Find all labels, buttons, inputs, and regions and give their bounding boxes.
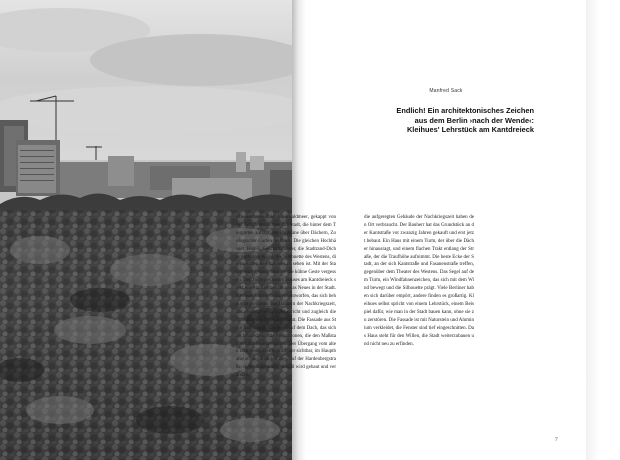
title-line: Kleihues' Lehrstück am Kantdreieck <box>406 125 534 135</box>
article-author: Manfred Sack <box>429 88 463 94</box>
body-column-left: Ein seltsames Bild: Laubwaldmeer, gekappt von der Architekturkulisse der Stadt, die hinter dem Tiergarten aufragt, die Baukräne über Dächern, Zoologischer Garten im Blick. Die gleichen Hochhäuser, Hotels, Geschäftshäuser, die Stadtrand-Dichte nach dem Krieg, die Silhouette des Westens, die zwischen den Bäumen zu sehen ist. Mit der Stadtgrenze gebaut, lässt sie die kühne Geste vergessen. Der Turm des neuen Hauses am Kantdreieck steht wie ein Zeichen für etwas Neues in der Stadt. Kleihues hat ein Gebäude entworfen, das sich behauptet zwischen den Häusern der Nachkriegszeit, das eine eigene Sprache spricht und zugleich die Tradition des Ortes aufnimmt. Die Fassade aus Stein und Metall, das Segel auf dem Dach, das sich im Wind dreht, die Proportionen, die den Maßstab der Straße respektieren. Der Übergang vom alten zum neuen Berlin wird hier sichtbar, im Hauptbahnhof und Bahnhof Zoo, auf der Hardenbergstraße, in der Kantstraße, überall wird gebaut und verändert. <box>236 215 336 379</box>
page-number: 7 <box>555 437 558 443</box>
title-line: aus dem Berlin ›nach der Wende‹: <box>414 115 534 125</box>
right-page <box>236 0 586 460</box>
article-title <box>304 106 534 135</box>
title-line: Endlich! Ein architektonisches Zeichen <box>396 106 534 115</box>
page-edge <box>586 0 620 460</box>
body-column-right: die aufgeregten Gebäude der Nachkriegszeit haben den Ort verbraucht. Der Bauherr hat das Grundstück an der Kantstraße vor zwanzig Jahren gekauft und erst jetzt bebaut. Ein Haus mit einem Turm, der über die Dächer hinausragt, und einem flachen Trakt entlang der Straße, der die Traufhöhe aufnimmt. Die beste Ecke der Stadt, an der sich Kantstraße und Fasanenstraße treffen, gegenüber dem Theater des Westens. Das Segel auf dem Turm, ein Windfahnenzeichen, das sich mit dem Wind bewegt und die Silhouette prägt. Viele Berliner haben sich darüber empört, andere finden es großartig. Kleihues selbst spricht von einem Lehrstück, einem Beispiel dafür, wie man in der Stadt bauen kann, ohne sie zu zerstören. Die Fassade ist mit Naturstein und Aluminium verkleidet, die Fenster sind tief eingeschnitten. Das Haus steht für den Willen, die Stadt weiterzubauen und nicht neu zu erfinden. <box>364 215 474 347</box>
